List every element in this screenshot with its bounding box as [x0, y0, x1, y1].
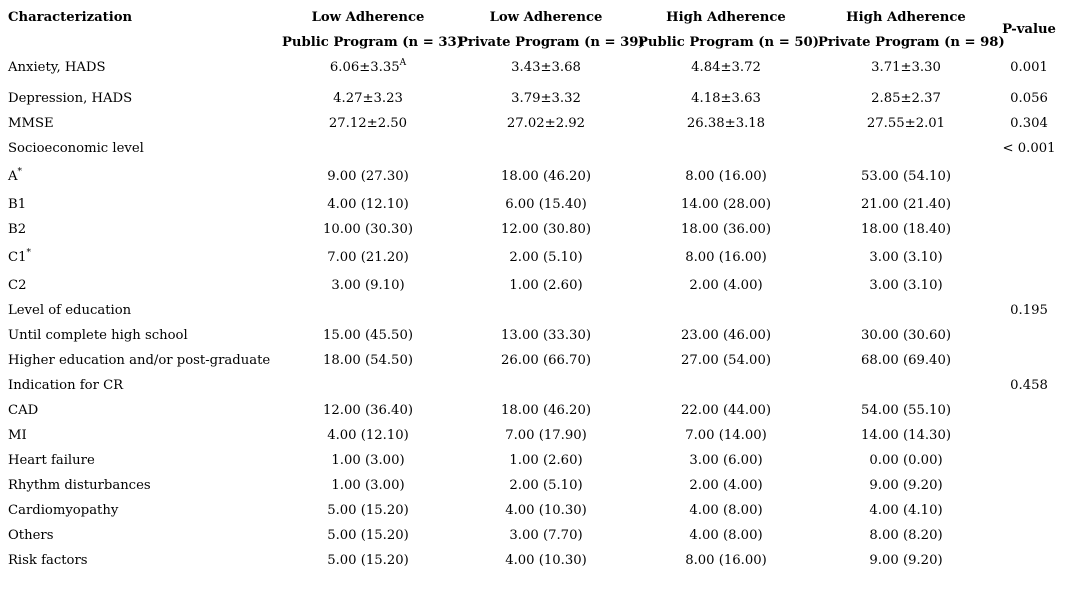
row-label — [8, 403, 38, 419]
cell-low-public-text: 12.00 (36.40) — [323, 403, 413, 418]
cell-high-public-text: 2.00 (4.00) — [689, 478, 763, 493]
cell-low-public — [282, 169, 454, 185]
cell-low-public-text: 5.00 (15.20) — [327, 503, 409, 518]
row-label — [8, 116, 54, 132]
row-label-text: Higher education and/or post-graduate — [8, 353, 271, 368]
cell-low-private — [458, 478, 634, 494]
header-col3-line1: High Adherence — [666, 10, 786, 25]
row-label — [8, 353, 270, 369]
cell-low-public-text: 5.00 (15.20) — [327, 528, 409, 543]
cell-high-public — [638, 60, 814, 76]
cell-high-public-text: 14.00 (28.00) — [681, 197, 771, 212]
cell-pvalue-text: 0.056 — [1010, 91, 1048, 106]
cell-low-private-text: 2.00 (5.10) — [509, 478, 583, 493]
cell-high-public — [638, 428, 814, 444]
cell-low-public-text: 7.00 (21.20) — [327, 250, 409, 265]
header-pvalue: P-value — [1002, 22, 1056, 37]
row-label — [8, 453, 95, 469]
cell-low-public — [282, 353, 454, 369]
cell-high-private — [818, 278, 994, 294]
cell-low-private — [458, 328, 634, 344]
cell-high-private-text: 3.71±3.30 — [871, 60, 941, 75]
row-label-text: B1 — [8, 197, 27, 212]
cell-low-public — [282, 503, 454, 519]
cell-pvalue-text: 0.195 — [1010, 303, 1048, 318]
row-label — [8, 91, 132, 107]
cell-low-private-text: 1.00 (2.60) — [509, 453, 583, 468]
cell-high-public — [638, 528, 814, 544]
cell-pvalue — [998, 116, 1060, 132]
cell-high-public — [638, 403, 814, 419]
cell-low-public — [282, 60, 454, 76]
row-label — [8, 141, 144, 157]
row-label-text: MMSE — [8, 116, 54, 131]
cell-high-public-text: 23.00 (46.00) — [681, 328, 771, 343]
cell-high-public — [638, 116, 814, 132]
cell-low-public-text: 1.00 (3.00) — [331, 453, 405, 468]
cell-high-private-text: 3.00 (3.10) — [869, 250, 943, 265]
cell-low-private — [458, 60, 634, 76]
cell-low-public-text: 18.00 (54.50) — [323, 353, 413, 368]
cell-pvalue — [998, 378, 1060, 394]
row-label-text: Heart failure — [8, 453, 95, 468]
cell-low-private — [458, 353, 634, 369]
cell-low-public-superscript: A — [399, 58, 407, 68]
cell-high-private-text: 27.55±2.01 — [866, 116, 946, 131]
row-label — [8, 303, 131, 319]
cell-high-public — [638, 169, 814, 185]
cell-low-private — [458, 503, 634, 519]
cell-low-private-text: 12.00 (30.80) — [501, 222, 591, 237]
cell-high-private-text: 3.00 (3.10) — [869, 278, 943, 293]
row-label-text: MI — [8, 428, 27, 443]
cell-high-public — [638, 222, 814, 238]
row-label-text: Cardiomyopathy — [8, 503, 119, 518]
row-label — [8, 378, 123, 394]
cell-high-public — [638, 328, 814, 344]
row-label-text: Depression, HADS — [8, 91, 133, 106]
cell-low-public-text: 6.06±3.35 — [329, 60, 400, 75]
cell-high-private-text: 68.00 (69.40) — [861, 353, 951, 368]
cell-high-private — [818, 250, 994, 266]
cell-low-private — [458, 197, 634, 213]
cell-low-public — [282, 328, 454, 344]
cell-low-private-text: 18.00 (46.20) — [501, 169, 591, 184]
cell-high-private — [818, 428, 994, 444]
cell-low-public-text: 10.00 (30.30) — [323, 222, 413, 237]
cell-low-private — [458, 528, 634, 544]
cell-low-public — [282, 250, 454, 266]
cell-high-private — [818, 403, 994, 419]
cell-high-private — [818, 553, 994, 569]
cell-high-public — [638, 278, 814, 294]
cell-low-public — [282, 478, 454, 494]
row-label-text: Rhythm disturbances — [8, 478, 151, 493]
cell-high-private — [818, 169, 994, 185]
row-label — [8, 197, 26, 213]
row-label-superscript: * — [17, 167, 23, 177]
cell-low-private — [458, 403, 634, 419]
row-label-text: Until complete high school — [8, 328, 188, 343]
cell-high-private — [818, 91, 994, 107]
cell-high-public-text: 27.00 (54.00) — [681, 353, 771, 368]
cell-low-public-text: 5.00 (15.20) — [327, 553, 409, 568]
header-col2-line1: Low Adherence — [489, 10, 603, 25]
cell-high-public — [638, 353, 814, 369]
cell-low-public — [282, 197, 454, 213]
header-col4-line2: Private Program (n = 98) — [818, 35, 1005, 50]
cell-high-public-text: 4.84±3.72 — [691, 60, 761, 75]
cell-low-public-text: 15.00 (45.50) — [323, 328, 413, 343]
cell-low-private-text: 18.00 (46.20) — [501, 403, 591, 418]
cell-high-public-text: 4.18±3.63 — [691, 91, 761, 106]
cell-low-private-text: 3.43±3.68 — [511, 60, 581, 75]
header-characterization: Characterization — [8, 10, 133, 25]
cell-high-private — [818, 503, 994, 519]
cell-high-public — [638, 197, 814, 213]
row-label-superscript: * — [26, 248, 31, 258]
cell-high-public-text: 18.00 (36.00) — [681, 222, 771, 237]
cell-low-private — [458, 116, 634, 132]
cell-high-private — [818, 328, 994, 344]
cell-pvalue-text: 0.001 — [1010, 60, 1048, 75]
cell-low-public — [282, 403, 454, 419]
cell-high-private-text: 53.00 (54.10) — [861, 169, 951, 184]
row-label — [8, 328, 188, 344]
cell-high-public-text: 2.00 (4.00) — [689, 278, 763, 293]
cell-high-private-text: 9.00 (9.20) — [869, 553, 943, 568]
cell-high-public — [638, 91, 814, 107]
cell-low-private-text: 4.00 (10.30) — [505, 503, 587, 518]
cell-low-public — [282, 222, 454, 238]
header-col3-line2: Public Program (n = 50) — [638, 35, 819, 50]
cell-low-public — [282, 528, 454, 544]
row-label — [8, 503, 118, 519]
cell-high-public-text: 3.00 (6.00) — [689, 453, 763, 468]
cell-high-private-text: 9.00 (9.20) — [869, 478, 943, 493]
cell-high-private — [818, 478, 994, 494]
cell-high-public — [638, 553, 814, 569]
cell-low-public — [282, 553, 454, 569]
row-label — [8, 250, 31, 266]
header-col1-line2: Public Program (n = 33) — [282, 35, 463, 50]
cell-low-private — [458, 553, 634, 569]
cell-low-private-text: 3.79±3.32 — [511, 91, 581, 106]
cell-pvalue — [998, 141, 1060, 157]
cell-low-private — [458, 222, 634, 238]
cell-high-private — [818, 528, 994, 544]
row-label — [8, 428, 27, 444]
cell-low-private-text: 13.00 (33.30) — [501, 328, 591, 343]
cell-low-private-text: 3.00 (7.70) — [509, 528, 583, 543]
row-label-text: Socioeconomic level — [8, 141, 144, 156]
cell-low-public-text: 3.00 (9.10) — [331, 278, 405, 293]
cell-low-private — [458, 169, 634, 185]
cell-low-private — [458, 278, 634, 294]
cell-low-private-text: 1.00 (2.60) — [509, 278, 583, 293]
cell-low-public-text: 4.00 (12.10) — [327, 197, 409, 212]
row-label-text: C1 — [8, 250, 27, 265]
header-col2-line2: Private Program (n = 39) — [458, 35, 645, 50]
cell-low-private — [458, 428, 634, 444]
cell-high-private — [818, 197, 994, 213]
cell-high-public-text: 8.00 (16.00) — [685, 169, 767, 184]
cell-low-public-text: 1.00 (3.00) — [331, 478, 405, 493]
cell-low-public-text: 27.12±2.50 — [328, 116, 408, 131]
cell-high-private-text: 30.00 (30.60) — [861, 328, 951, 343]
row-label-text: Indication for CR — [8, 378, 124, 393]
cell-low-private — [458, 453, 634, 469]
cell-low-public-text: 4.27±3.23 — [333, 91, 403, 106]
cell-high-public — [638, 453, 814, 469]
row-label — [8, 478, 151, 494]
cell-pvalue — [998, 91, 1060, 107]
cell-low-public — [282, 116, 454, 132]
cell-pvalue-text: < 0.001 — [1002, 141, 1056, 156]
row-label-text: Anxiety, HADS — [8, 60, 106, 75]
cell-high-public — [638, 478, 814, 494]
cell-low-private — [458, 91, 634, 107]
row-label — [8, 278, 26, 294]
cell-high-public-text: 4.00 (8.00) — [689, 528, 763, 543]
row-label-text: Others — [8, 528, 54, 543]
row-label-text: CAD — [8, 403, 39, 418]
cell-high-private-text: 14.00 (14.30) — [861, 428, 951, 443]
cell-high-private-text: 2.85±2.37 — [871, 91, 941, 106]
cell-low-private-text: 27.02±2.92 — [506, 116, 586, 131]
row-label — [8, 222, 26, 238]
cell-high-private — [818, 353, 994, 369]
row-label-text: A — [8, 169, 18, 184]
row-label-text: B2 — [8, 222, 27, 237]
cell-low-public-text: 4.00 (12.10) — [327, 428, 409, 443]
cell-high-public — [638, 250, 814, 266]
cell-low-private-text: 7.00 (17.90) — [505, 428, 587, 443]
cell-low-public — [282, 428, 454, 444]
cell-high-public-text: 8.00 (16.00) — [685, 553, 767, 568]
cell-high-private — [818, 60, 994, 76]
cell-high-private — [818, 453, 994, 469]
cell-high-private — [818, 222, 994, 238]
cell-high-private-text: 4.00 (4.10) — [869, 503, 943, 518]
cell-pvalue-text: 0.458 — [1010, 378, 1048, 393]
cell-low-public-text: 9.00 (27.30) — [327, 169, 409, 184]
cell-high-public-text: 26.38±3.18 — [686, 116, 766, 131]
row-label-text: Risk factors — [8, 553, 88, 568]
cell-low-private — [458, 250, 634, 266]
cell-low-public — [282, 91, 454, 107]
cell-low-private-text: 2.00 (5.10) — [509, 250, 583, 265]
cell-high-public — [638, 503, 814, 519]
cell-pvalue — [998, 60, 1060, 76]
cell-low-private-text: 26.00 (66.70) — [501, 353, 591, 368]
row-label-text: Level of education — [8, 303, 132, 318]
cell-low-private-text: 6.00 (15.40) — [505, 197, 587, 212]
cell-low-private-text: 4.00 (10.30) — [505, 553, 587, 568]
row-label — [8, 169, 22, 185]
cell-pvalue — [998, 303, 1060, 319]
header-col4-line1: High Adherence — [846, 10, 966, 25]
cell-high-private-text: 0.00 (0.00) — [869, 453, 943, 468]
row-label — [8, 60, 106, 76]
cell-high-public-text: 4.00 (8.00) — [689, 503, 763, 518]
cell-high-public-text: 22.00 (44.00) — [681, 403, 771, 418]
row-label-text: C2 — [8, 278, 27, 293]
cell-high-private-text: 8.00 (8.20) — [869, 528, 943, 543]
cell-high-private — [818, 116, 994, 132]
cell-high-private-text: 54.00 (55.10) — [861, 403, 951, 418]
row-label — [8, 553, 88, 569]
header-col1-line1: Low Adherence — [311, 10, 425, 25]
row-label — [8, 528, 53, 544]
cell-high-private-text: 21.00 (21.40) — [861, 197, 951, 212]
cell-pvalue-text: 0.304 — [1010, 116, 1048, 131]
cell-low-public — [282, 278, 454, 294]
cell-high-private-text: 18.00 (18.40) — [861, 222, 951, 237]
cell-high-public-text: 7.00 (14.00) — [685, 428, 767, 443]
cell-high-public-text: 8.00 (16.00) — [685, 250, 767, 265]
cell-low-public — [282, 453, 454, 469]
